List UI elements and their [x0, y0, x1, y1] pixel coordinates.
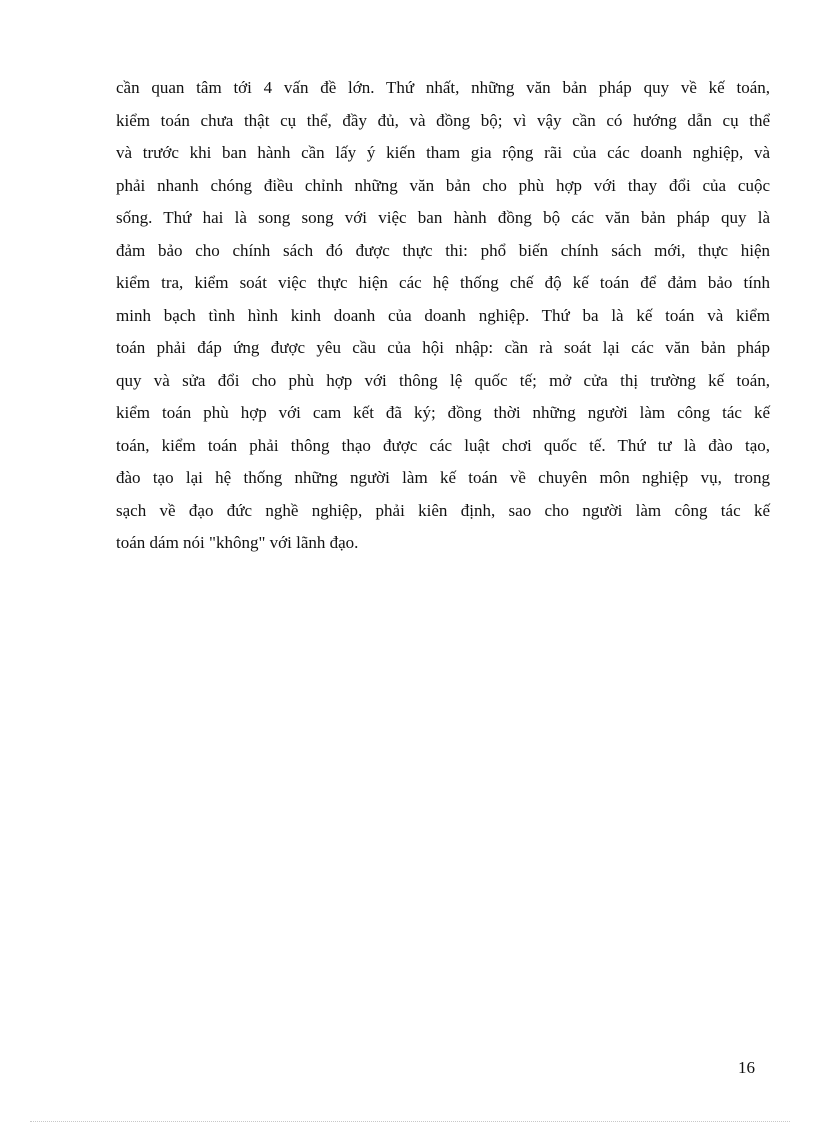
paragraph-line: kiểm tra, kiểm soát việc thực hiện các hệ thống chế độ kế toán để đảm bảo tính	[116, 273, 770, 292]
paragraph-line: đào tạo lại hệ thống những người làm kế toán về chuyên môn nghiệp vụ, trong	[116, 468, 770, 487]
paragraph-line: minh bạch tình hình kinh doanh của doanh nghiệp. Thứ ba là kế toán và kiểm	[116, 305, 770, 325]
paragraph-line: sạch về đạo đức nghề nghiệp, phải kiên định, sao cho người làm công tác kế	[116, 500, 770, 520]
paragraph-line: toán, kiểm toán phải thông thạo được các luật chơi quốc tế. Thứ tư là đào tạo,	[116, 435, 770, 455]
paragraph-line: phải nhanh chóng điều chỉnh những văn bản cho phù hợp với thay đổi của cuộc	[116, 175, 770, 195]
paragraph-line: sống. Thứ hai là song song với việc ban hành đồng bộ các văn bản pháp quy là	[116, 208, 770, 227]
body-paragraph	[116, 72, 770, 560]
paragraph-line: kiểm toán phù hợp với cam kết đã ký; đồng thời những người làm công tác kế	[116, 403, 770, 422]
paragraph-line: toán phải đáp ứng được yêu cầu của hội nhập: cần rà soát lại các văn bản pháp	[116, 338, 770, 357]
paragraph-line: kiểm toán chưa thật cụ thể, đầy đủ, và đồng bộ; vì vậy cần có hướng dẫn cụ thể	[116, 110, 770, 130]
paragraph-line-last: toán dám nói "không" với lãnh đạo.	[116, 533, 359, 552]
paragraph-line: quy và sửa đổi cho phù hợp với thông lệ quốc tế; mở cửa thị trường kế toán,	[116, 370, 770, 390]
page-bottom-divider	[30, 1121, 790, 1122]
paragraph-line: và trước khi ban hành cần lấy ý kiến tham gia rộng rãi của các doanh nghiệp, và	[116, 143, 770, 162]
paragraph-line: đảm bảo cho chính sách đó được thực thi: phổ biến chính sách mới, thực hiện	[116, 240, 770, 260]
page-number: 16	[738, 1058, 755, 1077]
paragraph-line: cần quan tâm tới 4 vấn đề lớn. Thứ nhất, những văn bản pháp quy về kế toán,	[116, 78, 770, 97]
